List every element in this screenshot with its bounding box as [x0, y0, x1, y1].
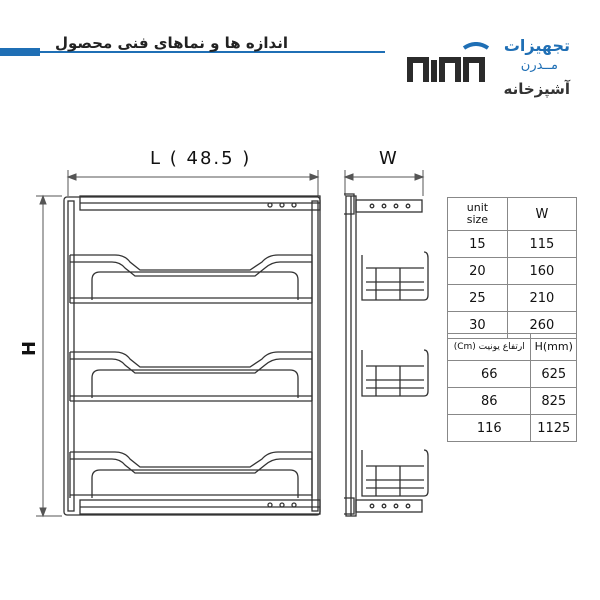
basket-middle	[70, 352, 312, 401]
unit-cell: 30	[448, 312, 508, 339]
height-label: H	[19, 340, 41, 357]
length-dimension-line	[68, 170, 318, 196]
unit-header-text: unit	[466, 201, 489, 214]
size-header-text: size	[466, 213, 489, 226]
w-header: W	[507, 198, 576, 231]
w-cell: 115	[507, 231, 576, 258]
width-label: W	[379, 148, 397, 169]
unit-cell: 15	[448, 231, 508, 258]
side-basket-top	[362, 252, 428, 300]
unit-cell: 66	[448, 361, 531, 388]
h-header: H(mm)	[531, 334, 577, 361]
width-table	[447, 197, 577, 339]
w-cell: 260	[507, 312, 576, 339]
h-cell: 625	[531, 361, 577, 388]
table-row	[448, 361, 577, 388]
table-row	[448, 285, 577, 312]
unit-cell: 86	[448, 388, 531, 415]
table-row	[448, 415, 577, 442]
h-cell: 825	[531, 388, 577, 415]
front-view	[64, 196, 320, 515]
basket-bottom	[70, 452, 312, 498]
width-dimension-line	[345, 170, 423, 196]
logo-text-line3: آشپزخانه	[503, 80, 570, 98]
side-view	[344, 194, 428, 516]
h-cell: 1125	[531, 415, 577, 442]
table-row	[448, 231, 577, 258]
height-table	[447, 333, 577, 442]
side-basket-bottom	[362, 450, 428, 496]
basket-top	[70, 255, 312, 303]
unit-cell: 116	[448, 415, 531, 442]
unit-cell: 20	[448, 258, 508, 285]
width-table-header	[448, 198, 577, 231]
logo-text-line1: تجهیزات	[503, 36, 570, 55]
length-label: L ( 48.5 )	[150, 148, 252, 169]
w-cell: 160	[507, 258, 576, 285]
side-basket-middle	[362, 350, 428, 396]
table-row	[448, 258, 577, 285]
unit-height-header: ارتفاع یونیت (Cm)	[448, 334, 531, 361]
w-cell: 210	[507, 285, 576, 312]
unit-cell: 25	[448, 285, 508, 312]
logo-text-line2: مــدرن	[520, 58, 558, 73]
table-row	[448, 388, 577, 415]
height-table-header	[448, 334, 577, 361]
unit-size-header	[448, 198, 508, 231]
page-title: اندازه ها و نماهای فنی محصول	[54, 34, 288, 52]
